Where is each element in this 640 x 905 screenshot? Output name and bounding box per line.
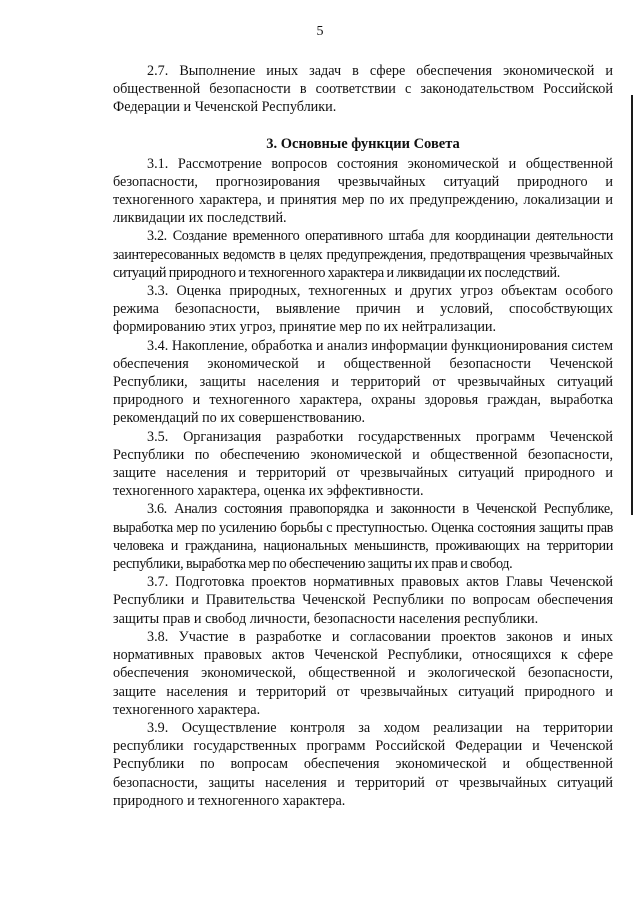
document-body xyxy=(113,62,613,810)
paragraph-3-5: 3.5. Организация разработки государственных программ Чеченской Республики по обеспечению экономической и общественной безопасности, защите населения и территорий от чрезвычайных ситуаций природного и техногенного характера, оценка их эффективности. xyxy=(113,428,613,500)
page-number: 5 xyxy=(316,24,324,39)
paragraph-3-7: 3.7. Подготовка проектов нормативных правовых актов Главы Чеченской Республики и Правительства Чеченской Республики по вопросам обеспечения защиты прав и свобод личности, безопасности населения республики. xyxy=(113,574,613,627)
paragraph-3-2: 3.2. Создание временного оперативного штаба для координации деятельности заинтересованных ведомств в целях предупреждения, предотвращения чрезвычайных ситуаций природного и техногенного характера и ликвидации их последствий. xyxy=(113,228,613,281)
scan-edge-line xyxy=(631,95,633,515)
paragraph-3-6: 3.6. Анализ состояния правопорядка и законности в Чеченской Республике, выработка мер по усилению борьбы с преступностью. Оценка состояния защиты прав человека и гражданина, национальных меньшинств, проживающих на территории республики, выработка мер по обеспечению защиты их прав и свобод. xyxy=(113,501,613,573)
section-heading: 3. Основные функции Совета xyxy=(266,135,460,152)
paragraph-2-7: 2.7. Выполнение иных задач в сфере обеспечения экономической и общественной безопасности в соответствии с законодательством Российской Федерации и Чеченской Республики. xyxy=(113,63,613,116)
paragraph-3-9: 3.9. Осуществление контроля за ходом реализации на территории республики государственных программ Российской Федерации и Чеченской Республики по вопросам обеспечения экономической и общественной безопасности, защиты населения и территорий от чрезвычайных ситуаций природного и техногенного характера. xyxy=(113,719,613,809)
paragraph-3-8: 3.8. Участие в разработке и согласовании проектов законов и иных нормативных правовых актов Чеченской Республики, относящихся к сфере обеспечения экономической, общественной и экологической безопасности, защите населения и территорий от чрезвычайных ситуаций природного и техногенного характера. xyxy=(113,628,613,718)
paragraph-3-4: 3.4. Накопление, обработка и анализ информации функционирования систем обеспечения экономической и общественной безопасности Чеченской Республики, защиты населения и территорий от чрезвычайных ситуаций природного и техногенного характера, охраны здоровья граждан, выработка рекомендаций по их совершенствованию. xyxy=(113,337,613,427)
paragraph-3-3: 3.3. Оценка природных, техногенных и других угроз объектам особого режима безопасности, выявление причин и условий, способствующих формированию этих угроз, принятие мер по их нейтрализации. xyxy=(113,283,613,336)
paragraph-3-1: 3.1. Рассмотрение вопросов состояния экономической и общественной безопасности, прогнозирования чрезвычайных ситуаций природного и техногенного характера, и принятия мер по их предупреждению, локализации и ликвидации их последствий. xyxy=(113,155,613,227)
